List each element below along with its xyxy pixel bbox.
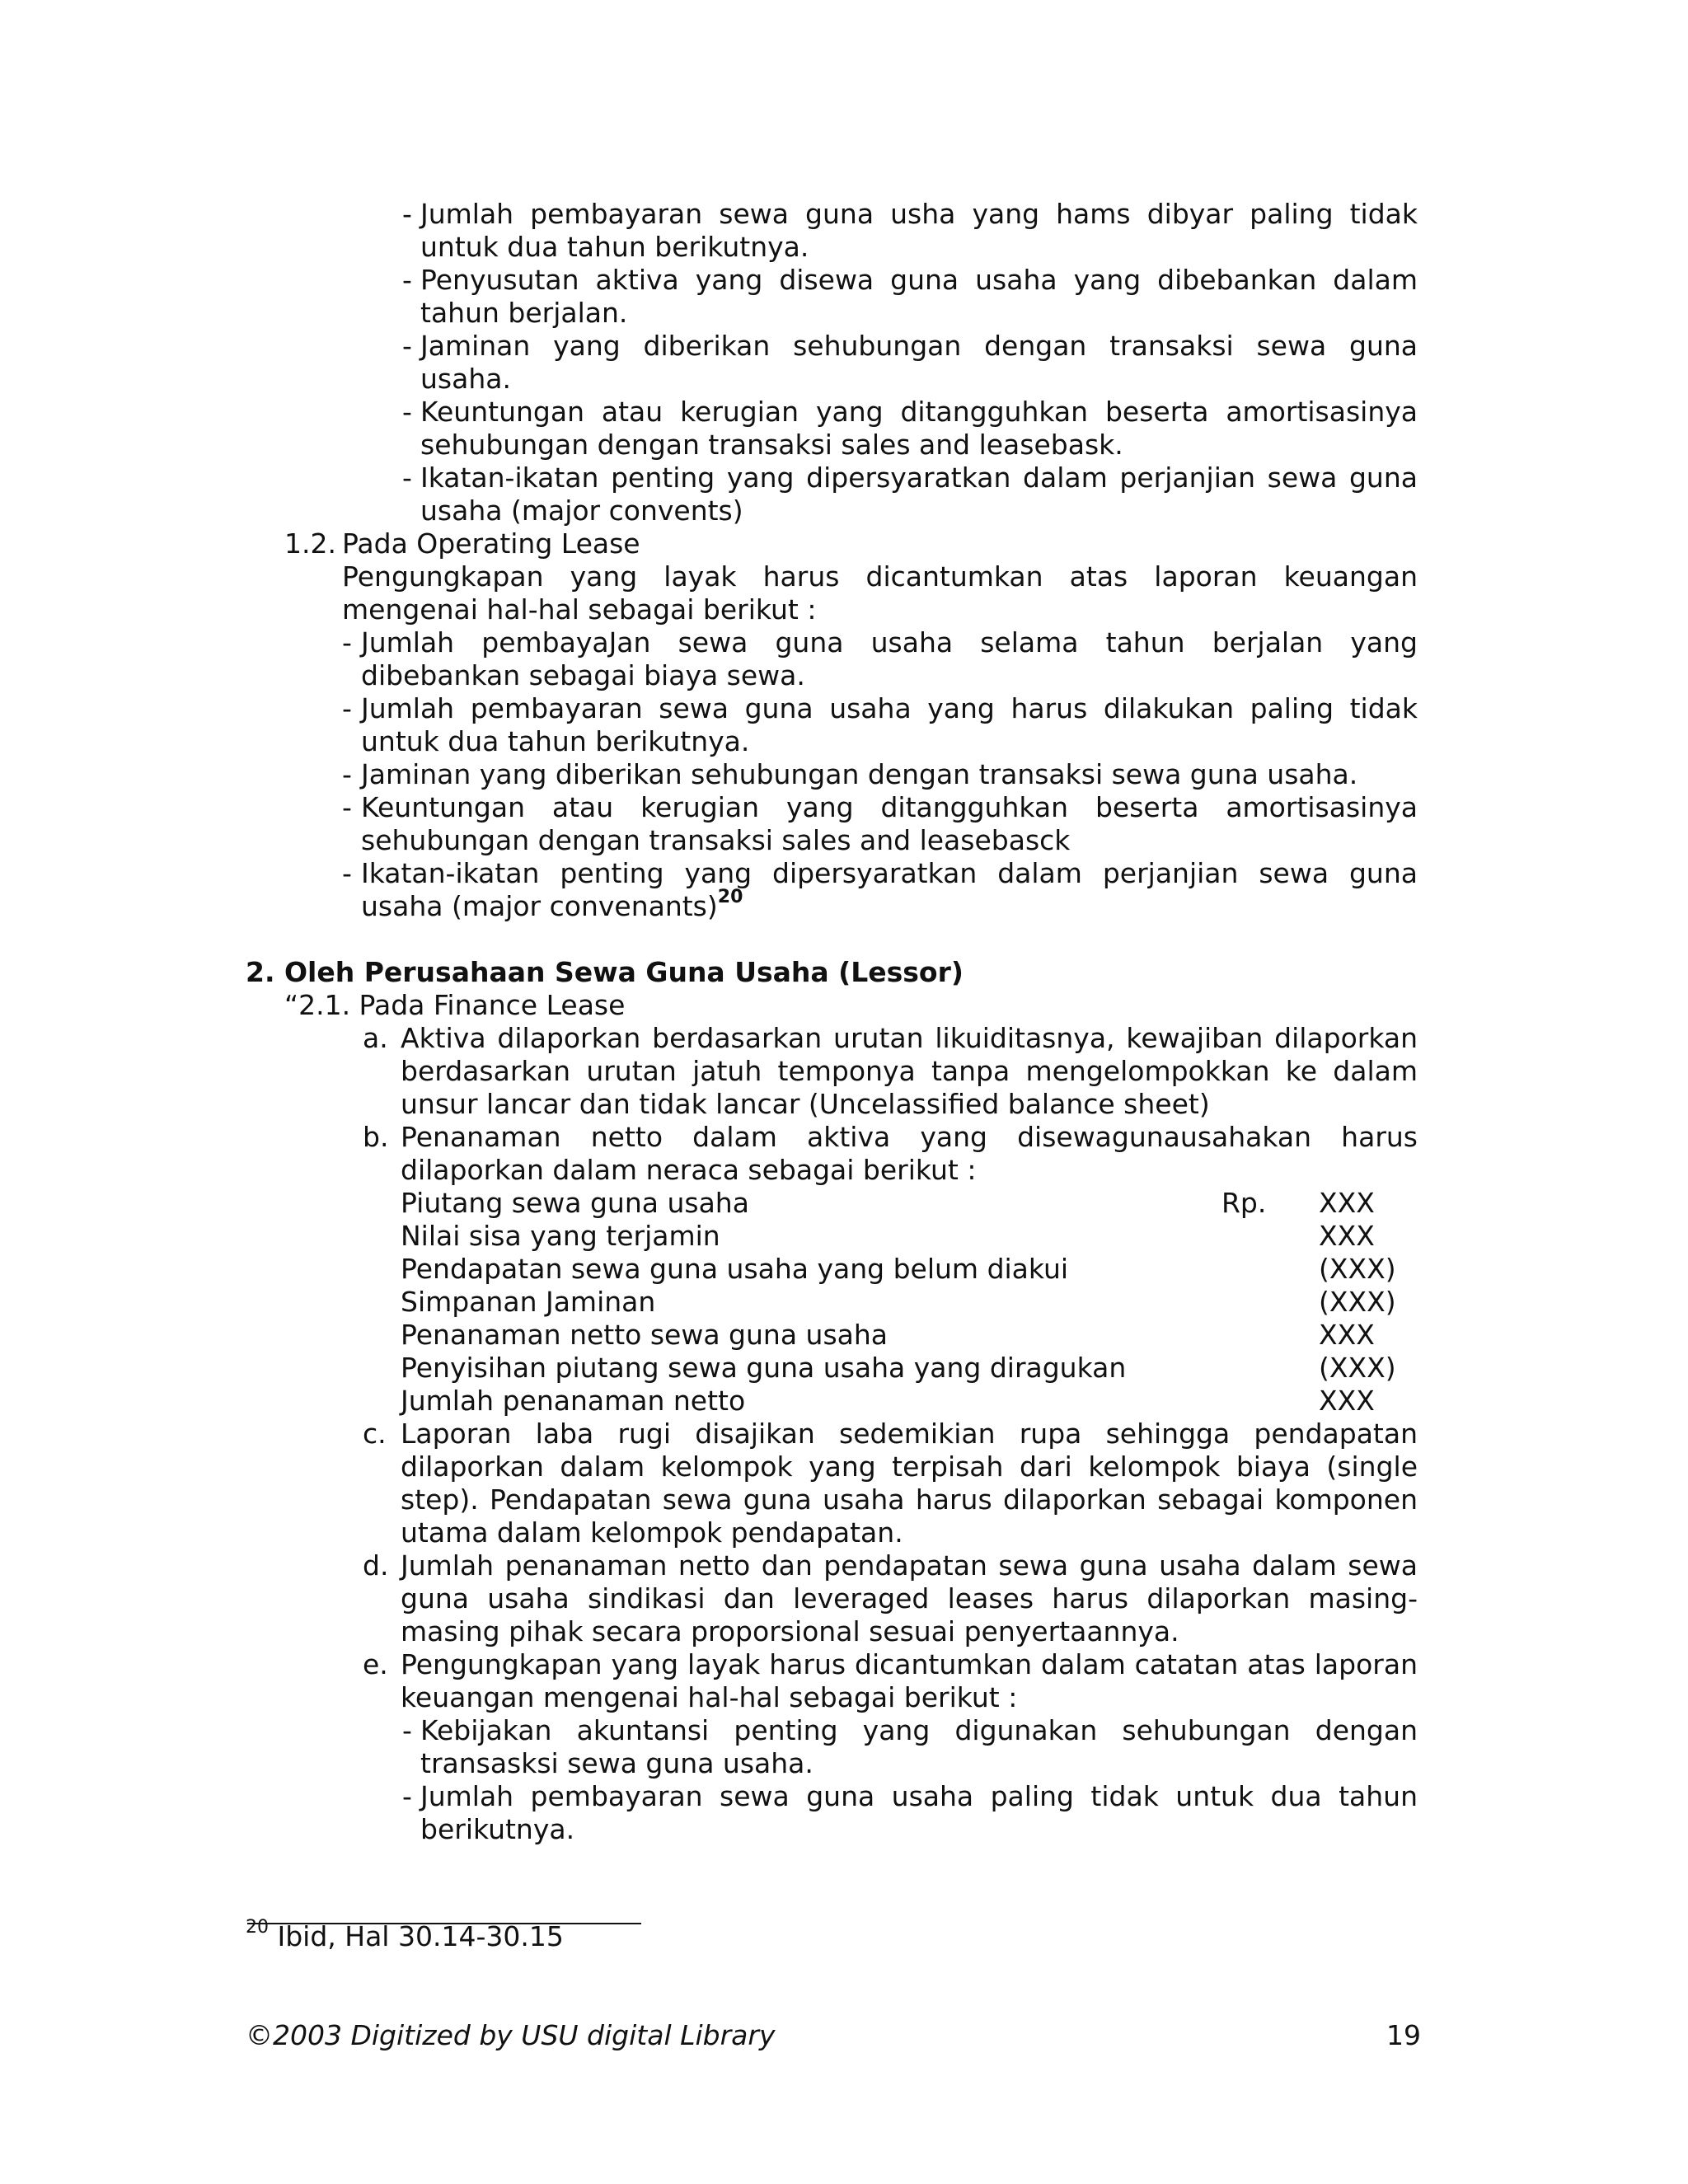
list-dash: - bbox=[402, 396, 412, 428]
list-item-line: usaha (major convents) bbox=[420, 494, 743, 527]
paragraph-line: guna usaha sindikasi dan leveraged leases harus dilaporkan masing- bbox=[401, 1582, 1418, 1615]
balance-label: Nilai sisa yang terjamin bbox=[401, 1220, 720, 1252]
list-item-line: Ikatan-ikatan penting yang dipersyaratkan dalam perjanjian sewa guna bbox=[361, 857, 1418, 889]
paragraph-line: keuangan mengenai hal-hal sebagai berikut : bbox=[401, 1681, 1018, 1713]
paragraph-line: dilaporkan dalam kelompok yang terpisah dari kelompok biaya (single bbox=[401, 1451, 1418, 1483]
section-number: 1.2. bbox=[284, 527, 336, 560]
item-marker: e. bbox=[363, 1648, 388, 1680]
list-item-line: Jaminan yang diberikan sehubungan dengan transaksi sewa guna usaha. bbox=[361, 758, 1358, 790]
balance-label: Piutang sewa guna usaha bbox=[401, 1187, 749, 1219]
item-marker: b. bbox=[363, 1121, 389, 1153]
list-item-line: Penyusutan aktiva yang disewa guna usaha yang dibebankan dalam bbox=[420, 264, 1418, 296]
list-item-line: sehubungan dengan transaksi sales and leasebasck bbox=[361, 824, 1071, 856]
sub-heading: “2.1. Pada Finance Lease bbox=[284, 989, 626, 1021]
balance-value: (XXX) bbox=[1319, 1352, 1396, 1384]
list-item-line: Jumlah pembayaran sewa guna usha yang hams dibyar paling tidak bbox=[420, 198, 1418, 230]
list-item-line: untuk dua tahun berikutnya. bbox=[420, 231, 809, 263]
paragraph-line: Jumlah penanaman netto dan pendapatan sewa guna usaha dalam sewa bbox=[401, 1549, 1418, 1582]
balance-value: (XXX) bbox=[1319, 1286, 1396, 1318]
list-dash: - bbox=[402, 1714, 412, 1746]
list-dash: - bbox=[402, 330, 412, 362]
balance-label: Penyisihan piutang sewa guna usaha yang diragukan bbox=[401, 1352, 1127, 1384]
list-item-line: sehubungan dengan transaksi sales and leasebask. bbox=[420, 429, 1123, 461]
page-number: 19 bbox=[1386, 2019, 1421, 2051]
balance-label: Penanaman netto sewa guna usaha bbox=[401, 1319, 889, 1351]
balance-currency: Rp. bbox=[1221, 1187, 1267, 1219]
section-heading: 2. Oleh Perusahaan Sewa Guna Usaha (Lessor) bbox=[246, 956, 964, 988]
balance-label: Pendapatan sewa guna usaha yang belum diakui bbox=[401, 1253, 1069, 1285]
section-title: Pada Operating Lease bbox=[342, 527, 640, 560]
balance-value: (XXX) bbox=[1319, 1253, 1396, 1285]
list-item-line: Keuntungan atau kerugian yang ditangguhkan beserta amortisasinya bbox=[420, 396, 1418, 428]
paragraph-line: Pengungkapan yang layak harus dicantumkan atas laporan keuangan bbox=[342, 560, 1418, 593]
list-item-line: Ikatan-ikatan penting yang dipersyaratkan dalam perjanjian sewa guna bbox=[420, 462, 1418, 494]
balance-value: XXX bbox=[1319, 1385, 1375, 1417]
paragraph-line: Penanaman netto dalam aktiva yang disewagunausahakan harus bbox=[401, 1121, 1418, 1153]
list-dash: - bbox=[402, 462, 412, 494]
balance-value: XXX bbox=[1319, 1220, 1375, 1252]
balance-label: Simpanan Jaminan bbox=[401, 1286, 656, 1318]
list-item-line: tahun berjalan. bbox=[420, 297, 628, 329]
list-item-line: transasksi sewa guna usaha. bbox=[420, 1747, 814, 1779]
list-item-line bbox=[361, 887, 743, 923]
list-item-line: Kebijakan akuntansi penting yang digunakan sehubungan dengan bbox=[420, 1714, 1418, 1746]
footnote-number: 20 bbox=[246, 1917, 269, 1938]
list-item-line: Jumlah pembayaran sewa guna usaha paling tidak untuk dua tahun bbox=[420, 1780, 1418, 1812]
list-item-line: Jumlah pembayaran sewa guna usaha yang harus dilakukan paling tidak bbox=[361, 692, 1418, 724]
paragraph-line: berdasarkan urutan jatuh temponya tanpa mengelompokkan ke dalam bbox=[401, 1055, 1418, 1087]
list-dash: - bbox=[342, 857, 352, 889]
paragraph-line: masing pihak secara proporsional sesuai penyertaannya. bbox=[401, 1615, 1179, 1647]
footnote-ref: 20 bbox=[717, 887, 743, 907]
footer-credit: ©2003 Digitized by USU digital Library bbox=[246, 2019, 776, 2051]
item-marker: a. bbox=[363, 1022, 388, 1054]
list-item-text: usaha (major convenants) bbox=[361, 890, 718, 922]
balance-value: XXX bbox=[1319, 1187, 1375, 1219]
paragraph-line: Laporan laba rugi disajikan sedemikian rupa sehingga pendapatan bbox=[401, 1418, 1418, 1450]
list-dash: - bbox=[342, 791, 352, 823]
paragraph-line: Aktiva dilaporkan berdasarkan urutan likuiditasnya, kewajiban dilaporkan bbox=[401, 1022, 1418, 1054]
list-dash: - bbox=[342, 692, 352, 724]
list-dash: - bbox=[402, 1780, 412, 1812]
list-dash: - bbox=[402, 264, 412, 296]
list-item-line: usaha. bbox=[420, 363, 511, 395]
paragraph-line: Pengungkapan yang layak harus dicantumkan dalam catatan atas laporan bbox=[401, 1648, 1418, 1680]
paragraph-line: mengenai hal-hal sebagai berikut : bbox=[342, 593, 817, 626]
list-item-line: berikutnya. bbox=[420, 1813, 575, 1845]
item-marker: d. bbox=[363, 1549, 389, 1582]
list-item-line: untuk dua tahun berikutnya. bbox=[361, 725, 750, 757]
footnote bbox=[246, 1917, 564, 1953]
item-marker: c. bbox=[363, 1418, 387, 1450]
list-item-line: Keuntungan atau kerugian yang ditangguhkan beserta amortisasinya bbox=[361, 791, 1418, 823]
list-dash: - bbox=[402, 198, 412, 230]
balance-value: XXX bbox=[1319, 1319, 1375, 1351]
list-item-line: Jumlah pembayaJan sewa guna usaha selama tahun berjalan yang bbox=[361, 626, 1418, 658]
paragraph-line: step). Pendapatan sewa guna usaha harus dilaporkan sebagai komponen bbox=[401, 1483, 1418, 1516]
balance-label: Jumlah penanaman netto bbox=[401, 1385, 746, 1417]
paragraph-line: utama dalam kelompok pendapatan. bbox=[401, 1516, 903, 1549]
footnote-text: Ibid, Hal 30.14-30.15 bbox=[277, 1920, 564, 1952]
list-item-line: Jaminan yang diberikan sehubungan dengan transaksi sewa guna bbox=[420, 330, 1418, 362]
list-item-line: dibebankan sebagai biaya sewa. bbox=[361, 659, 805, 691]
list-dash: - bbox=[342, 758, 352, 790]
list-dash: - bbox=[342, 626, 352, 658]
paragraph-line: unsur lancar dan tidak lancar (Uncelassified balance sheet) bbox=[401, 1088, 1210, 1120]
paragraph-line: dilaporkan dalam neraca sebagai berikut : bbox=[401, 1154, 977, 1186]
